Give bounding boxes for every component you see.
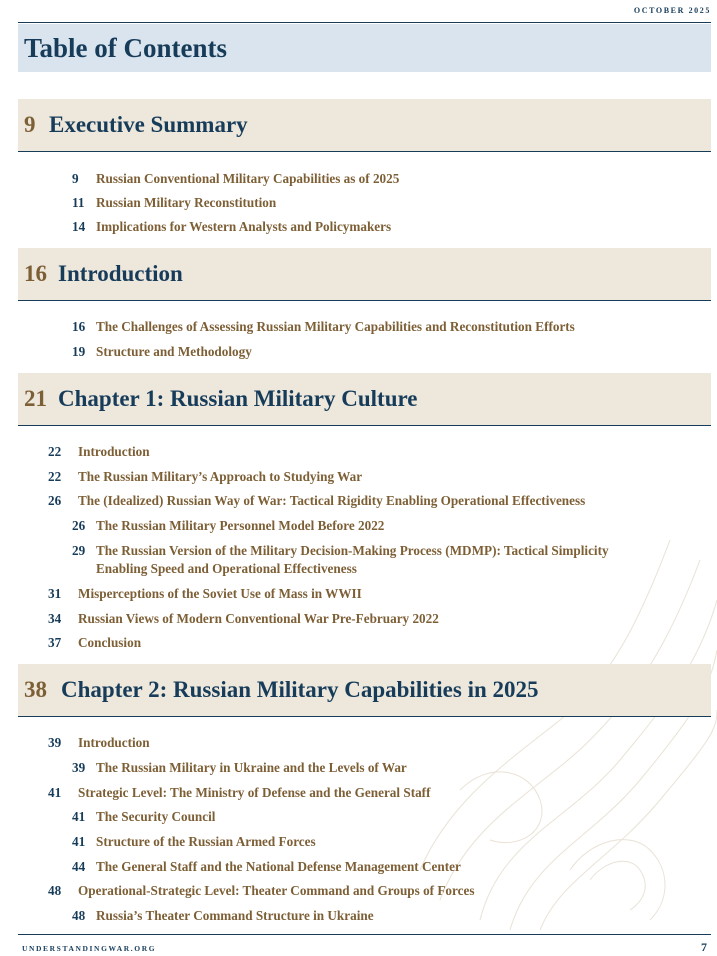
entry-title: The Security Council — [96, 809, 216, 824]
entry-title: Introduction — [78, 735, 150, 750]
section-page-number: 16 — [24, 261, 47, 286]
report-date: OCTOBER 2025 — [633, 6, 711, 15]
page-title: Table of Contents — [24, 33, 228, 63]
section-page-number: 9 — [24, 112, 36, 137]
section-header-chapter-1[interactable] — [18, 373, 711, 426]
entry-title: Structure of the Russian Armed Forces — [96, 834, 316, 849]
section-title: Introduction — [58, 261, 183, 286]
entry-title: Russian Conventional Military Capabilities as of 2025 — [96, 171, 400, 186]
section-header-executive-summary[interactable] — [18, 99, 711, 152]
entry-page-number: 29 — [72, 543, 86, 558]
entry-page-number: 48 — [48, 883, 62, 898]
entry-page-number: 11 — [72, 195, 85, 210]
section-header-introduction[interactable] — [18, 248, 711, 301]
entry-page-number: 16 — [72, 319, 86, 334]
toc-title-band — [18, 24, 711, 72]
entry-page-number: 26 — [72, 518, 86, 533]
entry-title: The Russian Military’s Approach to Studying War — [78, 469, 363, 484]
topographic-background — [420, 540, 717, 930]
entry-page-number: 39 — [72, 760, 86, 775]
entry-page-number: 14 — [72, 219, 86, 234]
entry-page-number: 26 — [48, 493, 62, 508]
entry-title: The General Staff and the National Defense Management Center — [96, 859, 461, 874]
entry-title: The Challenges of Assessing Russian Military Capabilities and Reconstitution Efforts — [96, 319, 575, 334]
entry-title: Misperceptions of the Soviet Use of Mass in WWII — [78, 586, 362, 601]
entry-title: Structure and Methodology — [96, 344, 252, 359]
footer-page-number: 7 — [701, 940, 707, 954]
footer-rule — [18, 934, 711, 935]
entry-title: The Russian Military Personnel Model Before 2022 — [96, 518, 385, 533]
entry-page-number: 31 — [48, 586, 62, 601]
footer-website[interactable]: UNDERSTANDINGWAR.ORG — [22, 944, 157, 953]
top-rule — [18, 0, 711, 23]
entry-title: Russian Military Reconstitution — [96, 195, 277, 210]
entry-page-number: 48 — [72, 908, 86, 923]
entry-page-number: 37 — [48, 635, 62, 650]
section-title: Chapter 1: Russian Military Culture — [58, 386, 418, 411]
entry-title: Conclusion — [78, 635, 142, 650]
entry-title: Russian Views of Modern Conventional War Pre-February 2022 — [78, 611, 439, 626]
section-title: Chapter 2: Russian Military Capabilities in 2025 — [61, 677, 539, 702]
entry-page-number: 22 — [48, 444, 62, 459]
entry-title: Operational-Strategic Level: Theater Command and Groups of Forces — [78, 883, 475, 898]
entry-page-number: 9 — [72, 171, 79, 186]
entry-title: Strategic Level: The Ministry of Defense and the General Staff — [78, 785, 431, 800]
entry-title: The Russian Military in Ukraine and the Levels of War — [96, 760, 407, 775]
entry-page-number: 41 — [72, 834, 86, 849]
entry-page-number: 34 — [48, 611, 62, 626]
entry-page-number: 44 — [72, 859, 86, 874]
section-title: Executive Summary — [49, 112, 248, 137]
entry-title: Introduction — [78, 444, 150, 459]
entry-title-continued: Enabling Speed and Operational Effectiveness — [96, 561, 357, 576]
entry-page-number: 41 — [48, 785, 62, 800]
entry-title: Implications for Western Analysts and Policymakers — [96, 219, 392, 234]
section-page-number: 21 — [24, 386, 47, 411]
entry-page-number: 19 — [72, 344, 86, 359]
section-header-chapter-2[interactable] — [18, 664, 711, 717]
entry-title: Russia’s Theater Command Structure in Ukraine — [96, 908, 374, 923]
entry-page-number: 39 — [48, 735, 62, 750]
entry-page-number: 41 — [72, 809, 86, 824]
entry-title: The Russian Version of the Military Decision-Making Process (MDMP): Tactical Simplicity — [96, 543, 609, 558]
section-page-number: 38 — [24, 677, 47, 702]
entry-page-number: 22 — [48, 469, 62, 484]
entry-title: The (Idealized) Russian Way of War: Tactical Rigidity Enabling Operational Effectiveness — [78, 493, 586, 508]
